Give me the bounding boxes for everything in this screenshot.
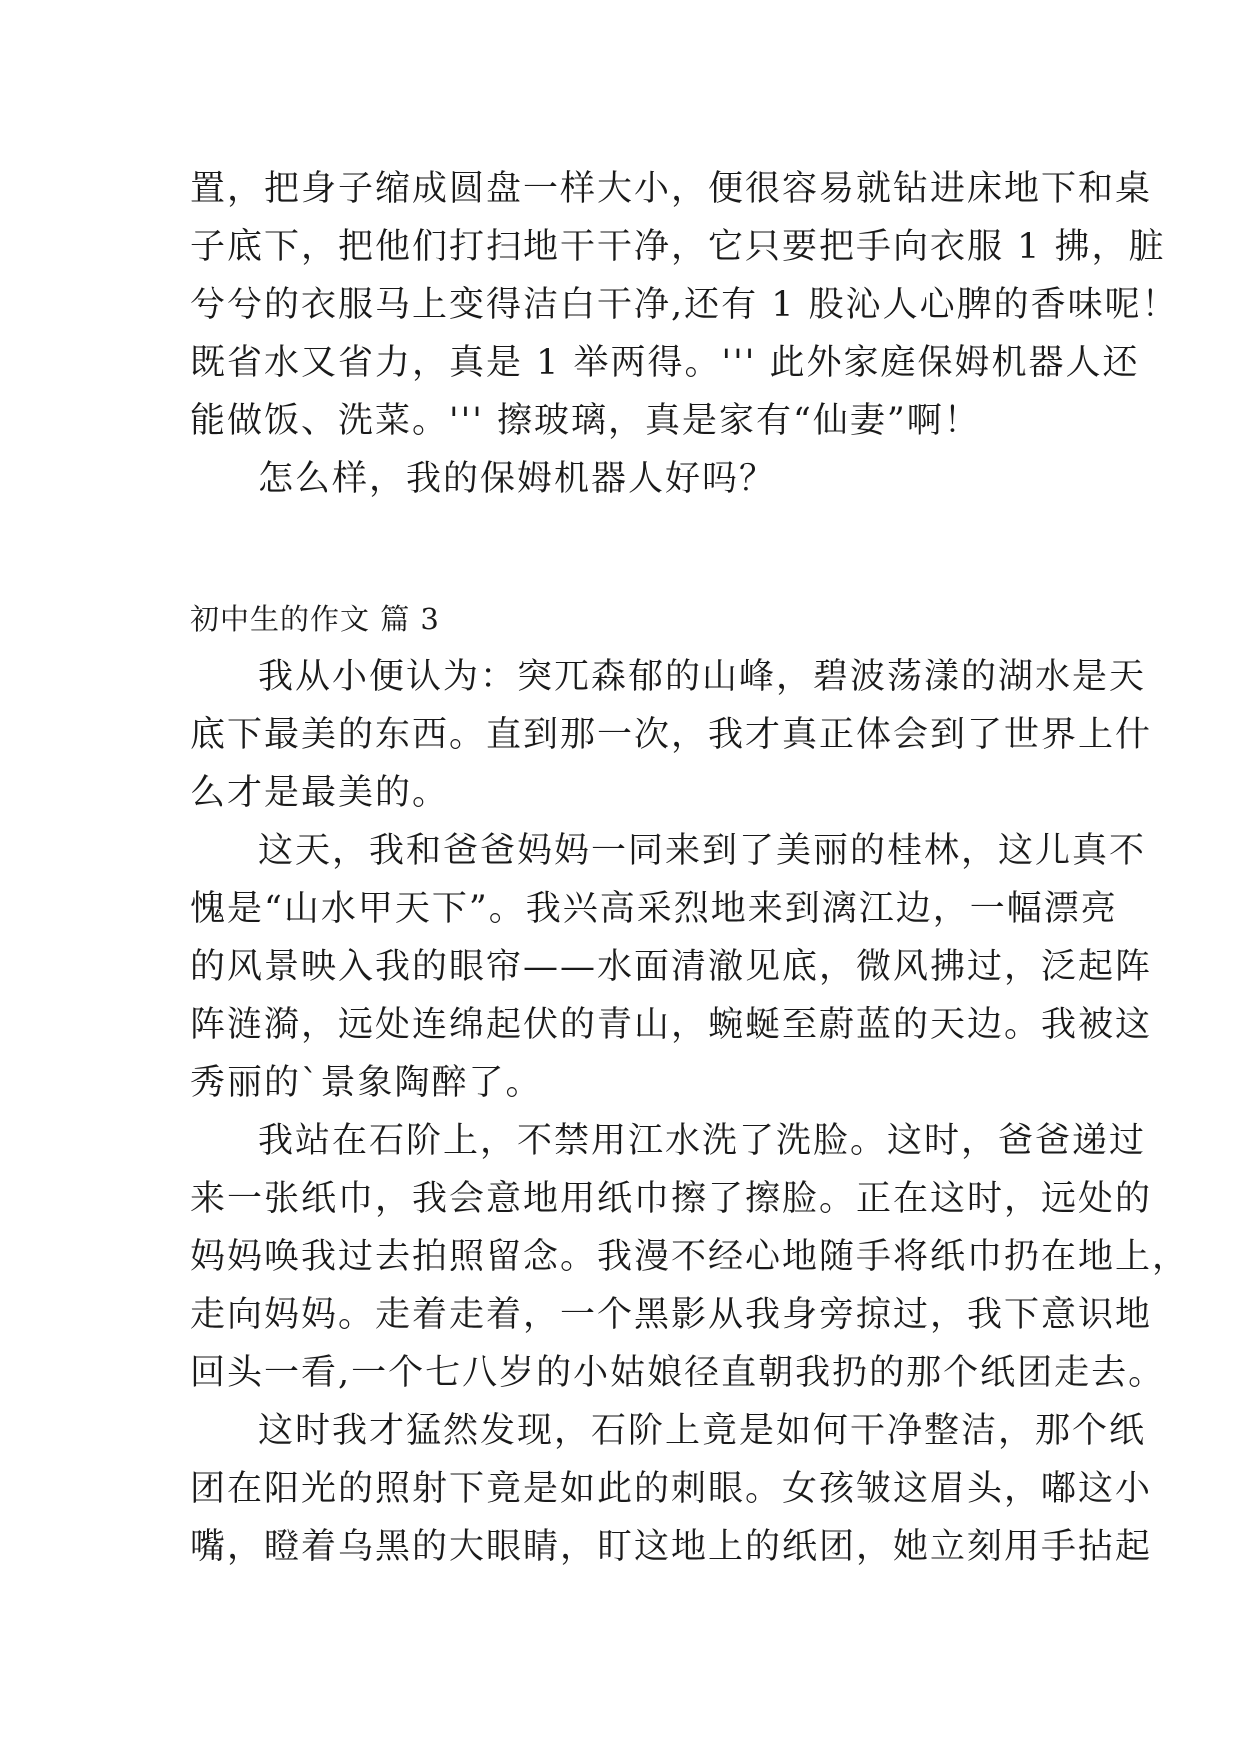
section-gap	[190, 508, 1060, 590]
paragraph-4	[190, 1402, 1153, 1576]
text-line: 走向妈妈。走着走着，一个黑影从我身旁掠过，我下意识地	[190, 1295, 1153, 1335]
text-line: 秀丽的`景象陶醉了。	[190, 1063, 543, 1103]
paragraph-3	[190, 1112, 1190, 1402]
paragraph-1	[190, 648, 1153, 822]
paragraph-robot-continued	[190, 160, 1179, 450]
text-line: 既省水又省力，真是 1 举两得。''' 此外家庭保姆机器人还	[190, 343, 1140, 383]
closing-question: 怎么样，我的保姆机器人好吗？	[258, 459, 777, 499]
text-line: 阵涟漪，远处连绵起伏的青山，蜿蜒至蔚蓝的天边。我被这	[190, 1005, 1153, 1045]
text-line: 我站在石阶上，不禁用江水洗了洗脸。这时，爸爸递过	[258, 1121, 1147, 1161]
text-line: 能做饭、洗菜。''' 擦玻璃，真是家有“仙妻”啊！	[190, 401, 981, 441]
text-line: 这时我才猛然发现，石阶上竟是如何干净整洁，那个纸	[258, 1411, 1147, 1451]
text-line: 子底下，把他们打扫地干干净，它只要把手向衣服 1 拂，脏	[190, 227, 1166, 267]
text-line: 妈妈唤我过去拍照留念。我漫不经心地随手将纸巾扔在地上，	[190, 1237, 1190, 1277]
paragraph-2	[190, 822, 1153, 1112]
document-page	[190, 160, 1190, 1576]
text-line: 我从小便认为：突兀森郁的山峰，碧波荡漾的湖水是天	[258, 657, 1147, 697]
text-line: 置，把身子缩成圆盘一样大小，便很容易就钻进床地下和桌	[190, 169, 1153, 209]
text-line: 兮兮的衣服马上变得洁白干净,还有 1 股沁人心脾的香味呢！	[190, 285, 1179, 325]
text-line: 底下最美的东西。直到那一次，我才真正体会到了世界上什	[190, 715, 1153, 755]
text-line: 的风景映入我的眼帘——水面清澈见底，微风拂过，泛起阵	[190, 947, 1153, 987]
text-line: 这天，我和爸爸妈妈一同来到了美丽的桂林，这儿真不	[258, 831, 1147, 871]
text-line: 回头一看,一个七八岁的小姑娘径直朝我扔的那个纸团走去。	[190, 1353, 1166, 1393]
text-line: 么才是最美的。	[190, 773, 450, 813]
text-line: 团在阳光的照射下竟是如此的刺眼。女孩皱这眉头，嘟这小	[190, 1469, 1153, 1509]
text-line: 愧是“山水甲天下”。我兴高采烈地来到漓江边，一幅漂亮	[190, 889, 1118, 929]
text-line: 嘴，瞪着乌黑的大眼睛，盯这地上的纸团，她立刻用手拈起	[190, 1527, 1153, 1567]
section-title: 初中生的作文 篇 3	[190, 602, 440, 636]
text-line: 来一张纸巾，我会意地用纸巾擦了擦脸。正在这时，远处的	[190, 1179, 1153, 1219]
